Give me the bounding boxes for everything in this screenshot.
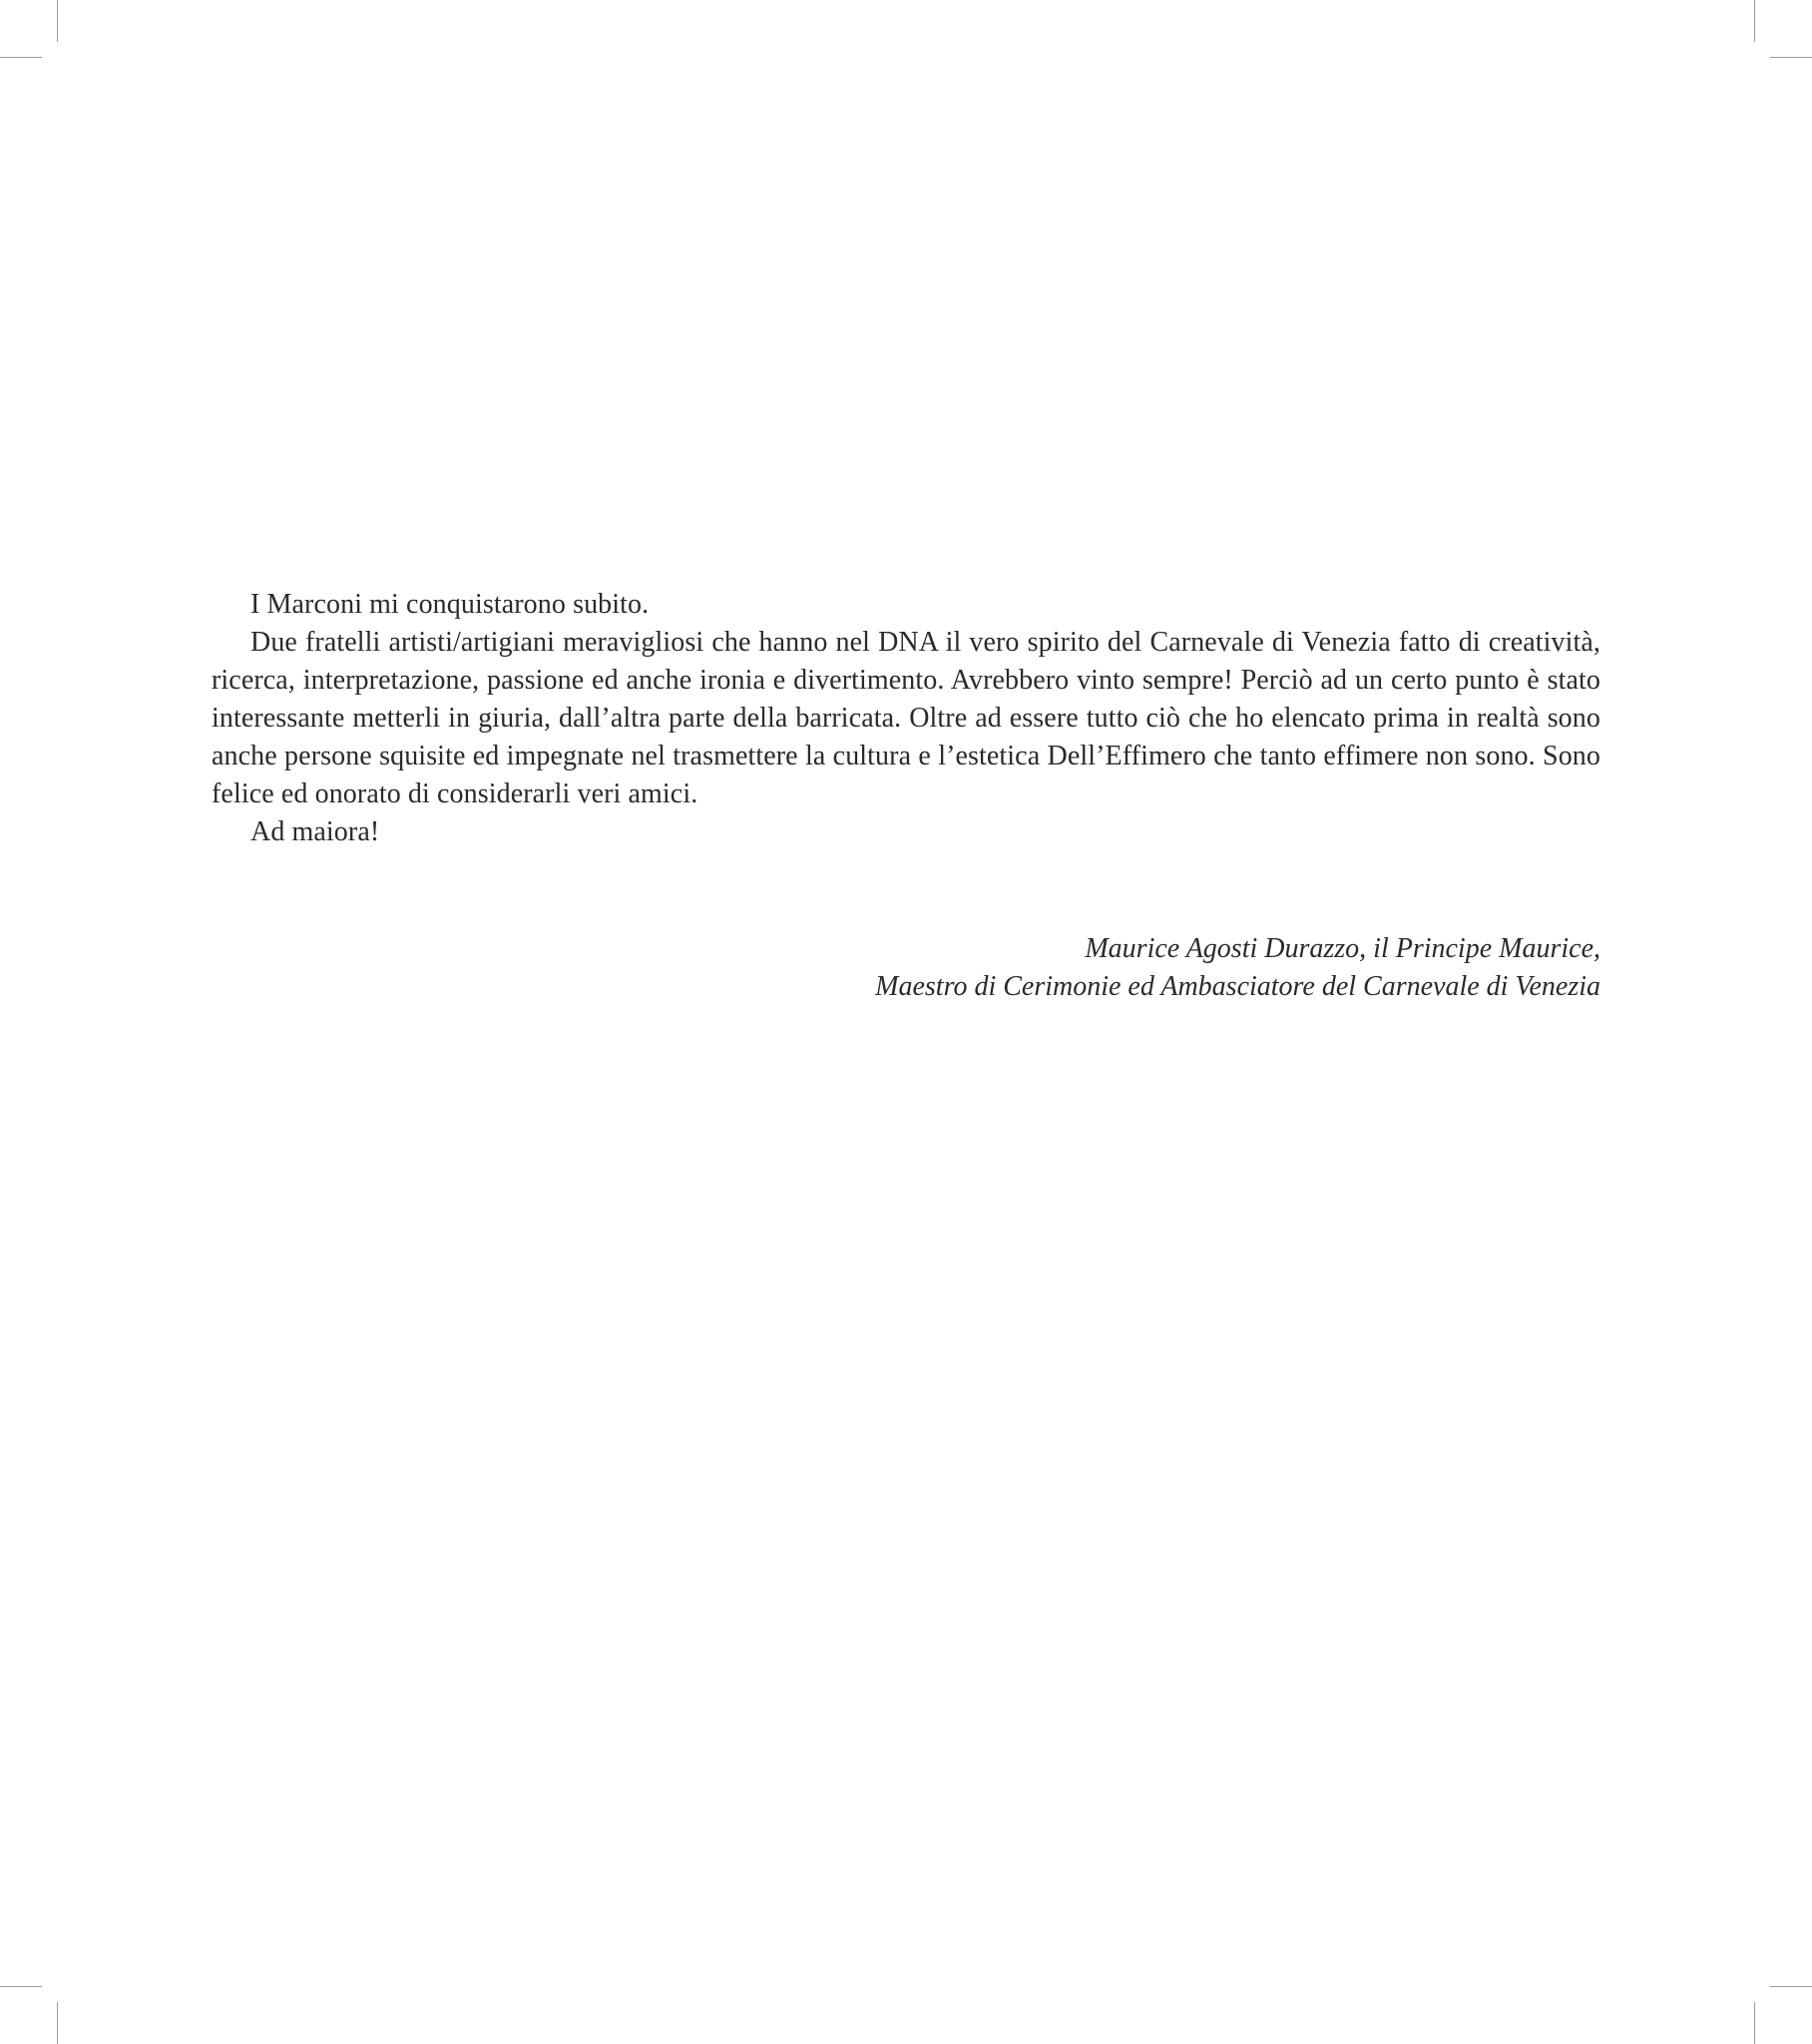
crop-mark-bottom-right-horizontal (1770, 1986, 1812, 1987)
crop-mark-bottom-right-vertical (1754, 2002, 1755, 2044)
signature (875, 930, 1600, 1006)
crop-mark-bottom-left-horizontal (0, 1986, 42, 1987)
crop-mark-top-left-vertical (57, 0, 58, 42)
signature-name: Maurice Agosti Durazzo, il Principe Maurice, (1085, 933, 1600, 964)
crop-mark-top-left-horizontal (0, 57, 42, 58)
paragraph-intro: I Marconi mi conquistarono subito. (250, 589, 650, 620)
crop-mark-top-right-horizontal (1770, 57, 1812, 58)
paragraph-main: Due fratelli artisti/artigiani meravigliosi che hanno nel DNA il vero spirito del Carnevale di Venezia fatto di creatività, ricerca, interpretazione, passione ed anche ironia e divertimento. Avrebbero vinto sempre! Perciò ad un certo punto è stato interessante metterli in giuria, dall’altra parte della barricata. Oltre ad essere tutto ciò che ho elencato prima in realtà sono anche persone squisite ed impegnate nel trasmettere la cultura e l’estetica Dell’Effimero che tanto effimere non sono. Sono felice ed onorato di considerarli veri amici. (212, 627, 1600, 809)
crop-mark-top-right-vertical (1754, 0, 1755, 42)
signature-title: Maestro di Cerimonie ed Ambasciatore del Carnevale di Venezia (875, 971, 1600, 1002)
body-text (212, 586, 1600, 851)
crop-mark-bottom-left-vertical (57, 2002, 58, 2044)
paragraph-closing: Ad maiora! (250, 816, 380, 847)
